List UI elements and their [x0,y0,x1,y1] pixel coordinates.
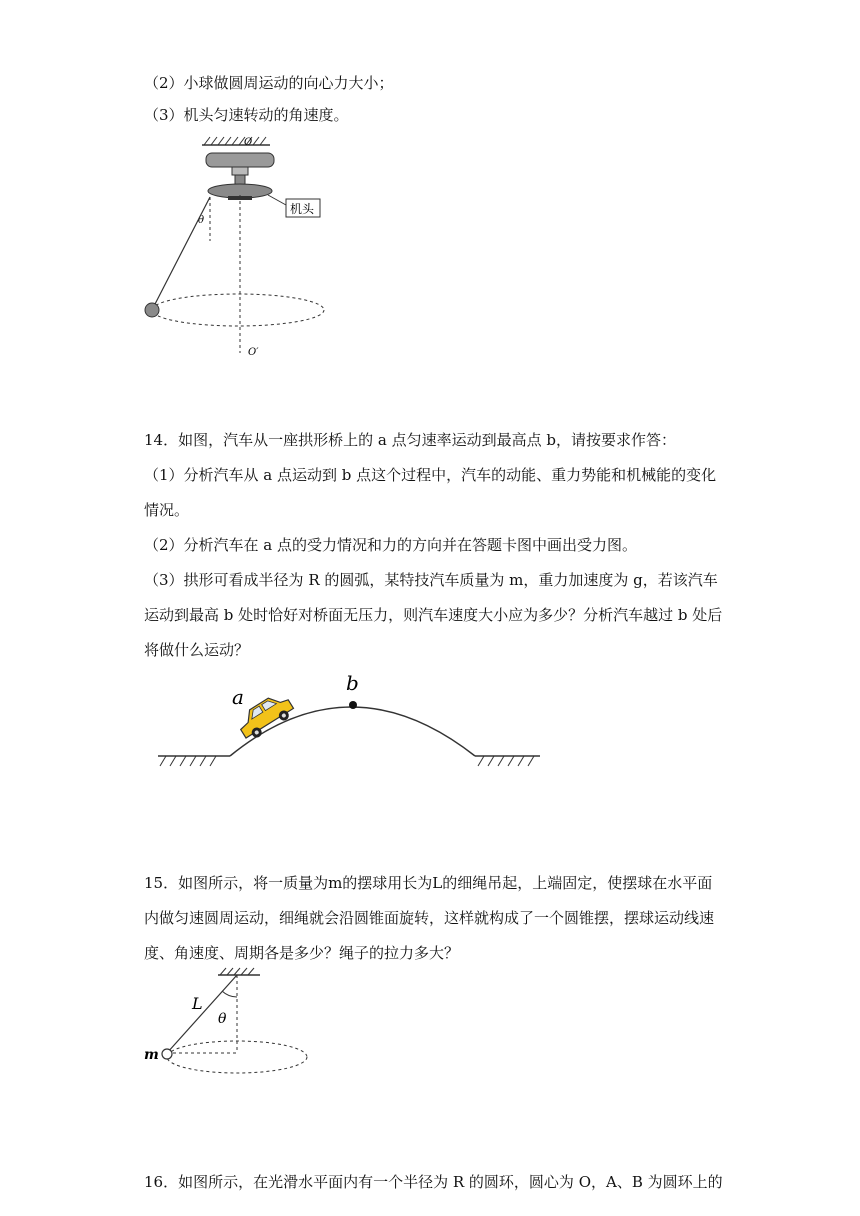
q14-item-1-line-2: 情况。 [144,501,190,519]
q14-item-3-line-2: 运动到最高 b 处时恰好对桥面无压力，则汽车速度大小应为多少？分析汽车越过 b 处后 [144,606,723,624]
label-theta: θ [198,215,205,226]
q13-item-3: （3）机头匀速转动的角速度。 [144,106,349,124]
q16-line-1: 16．如图所示，在光滑水平面内有一个半径为 R 的圆环，圆心为 O，A、B 为圆环上的 [144,1173,723,1191]
label-b: b [346,671,359,695]
label-m: m [144,1047,159,1063]
q15-conical-pendulum-figure [140,965,320,1083]
label-l: L [192,994,203,1013]
label-a: a [232,685,244,709]
q14-item-1-line-1: （1）分析汽车从 a 点运动到 b 点这个过程中，汽车的动能、重力势能和机械能的变化 [144,466,717,484]
q15-line-3: 度、角速度、周期各是多少？绳子的拉力多大？ [144,944,460,962]
label-o: O [244,137,253,148]
label-theta: θ [218,1011,227,1027]
q14-item-2: （2）分析汽车在 a 点的受力情况和力的方向并在答题卡图中画出受力图。 [144,536,638,554]
q14-item-3-line-1: （3）拱形可看成半径为 R 的圆弧，某特技汽车质量为 m，重力加速度为 g，若该汽车 [144,571,718,589]
q15-line-1: 15．如图所示，将一质量为m的摆球用长为L的细绳吊起，上端固定，使摆球在水平面 [144,874,713,892]
label-head: 机头 [290,202,315,216]
label-o-prime: O′ [248,347,259,358]
q13-fan-figure [140,133,340,363]
q13-item-2: （2）小球做圆周运动的向心力大小； [144,74,394,92]
q14-intro: 14．如图，汽车从一座拱形桥上的 a 点匀速率运动到最高点 b，请按要求作答： [144,431,676,449]
q14-item-3-line-3: 将做什么运动？ [144,641,250,659]
q15-line-2: 内做匀速圆周运动，细绳就会沿圆锥面旋转，这样就构成了一个圆锥摆，摆球运动线速 [144,909,715,927]
q14-bridge-figure [150,668,550,773]
